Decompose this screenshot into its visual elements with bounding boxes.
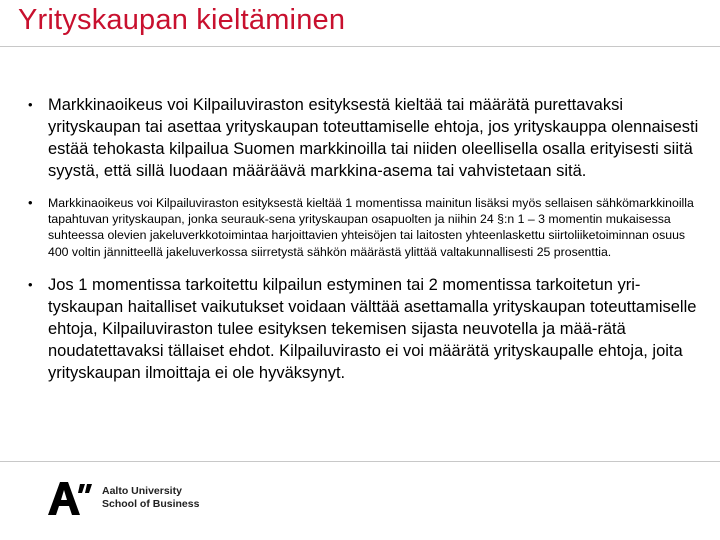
bullet-item-3 [28,274,708,384]
aalto-logo [46,480,199,516]
bullet-text-1: Markkinaoikeus voi Kilpailuviraston esityksestä kieltää tai määrätä purettavaksi yrityskaupan tai asettaa yrityskaupan toteuttamiselle ehtoja, jos yrityskauppa olennaisesti estää tehokasta kilpailua Suomen markkinoilla tai niiden oleellisella osalla erityisesti siitä syystä, että sillä luodaan määräävä markkina-asema tai vahvistetaan sitä. [48,96,699,180]
bullet-icon: • [28,97,33,112]
slide-title: Yrityskaupan kieltäminen [18,4,346,36]
logo-text [102,485,199,511]
bullet-icon: • [28,276,33,292]
logo-line-university: Aalto University [102,485,182,497]
footer-divider [0,461,720,462]
bullet-text-2: Markkinaoikeus voi Kilpailuviraston esityksestä kieltää 1 momentissa mainitun lisäksi myös sellaisen sähkömarkkinoilla tapahtuvan yrityskaupan, jonka seurauk-sena yrityskaupan osapuolten ja niihin 24 §:n 1 – 3 momentin mukaisessa suhteessa olevien jakeluverkkotoimintaa harjoittavien yhteisöjen tai laitosten yhteenlaskettu siirtoliiketoiminnan osuus 400 voltin jännitteellä jakeluverkossa siirretystä sähkön määrästä ylittää valtakunnallisesti 25 prosenttia. [48,196,694,259]
logo-line-school: School of Business [102,498,200,510]
bullet-icon: • [28,195,33,210]
title-divider [0,46,720,47]
bullet-item-1 [28,94,708,182]
bullet-list [28,94,708,384]
aalto-logo-icon [46,480,94,516]
bullet-text-3: Jos 1 momentissa tarkoitettu kilpailun estyminen tai 2 momentissa tarkoitetun yri-tyskaupan haitalliset vaikutukset voidaan välttää asettamalla yrityskaupan toteuttamiselle ehtoja, Kilpailuviraston tulee esityksen tekemisen sijasta neuvotella ja mää-rätä noudatettavaksi tällaiset ehdot. Kilpailuvirasto ei voi määrätä yrityskaupalle ehtoja, joita yrityskaupan ilmoittaja ei ole hyväksynyt. [48,275,697,382]
bullet-item-2 [28,195,708,260]
